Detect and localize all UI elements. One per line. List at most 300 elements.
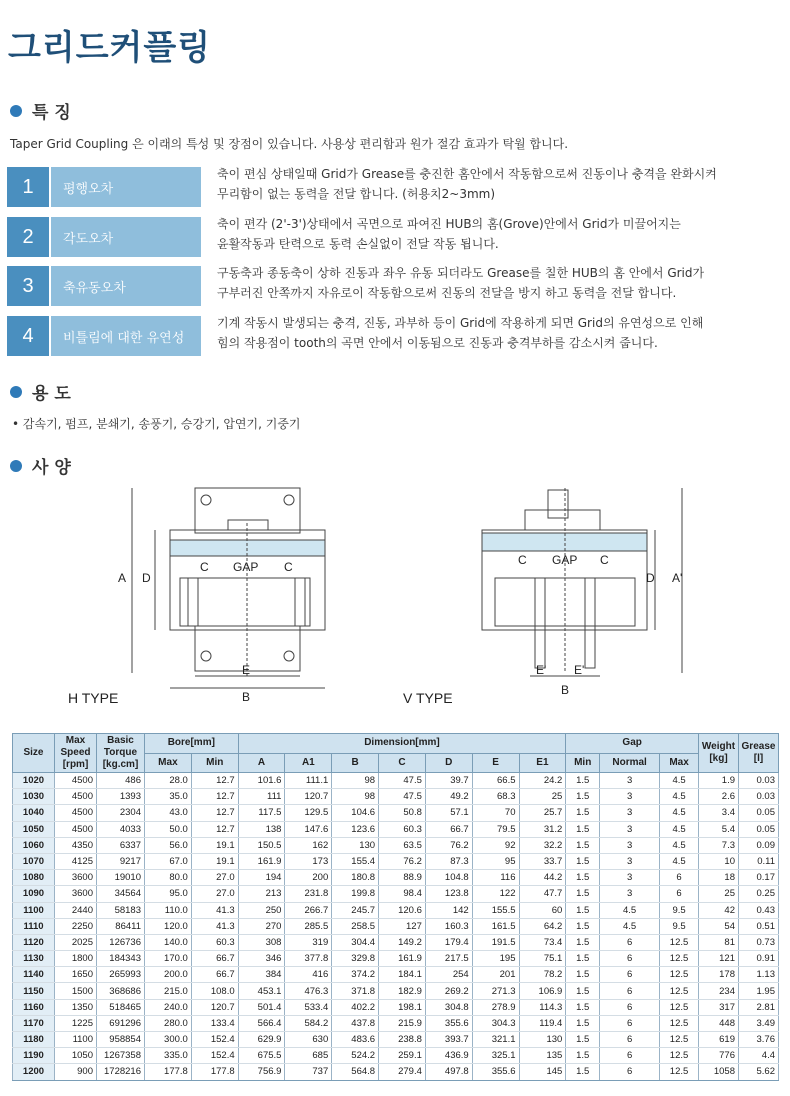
table-cell: 25 (519, 789, 566, 805)
table-cell: 1350 (55, 999, 97, 1015)
table-cell: 685 (285, 1048, 332, 1064)
table-cell: 155.4 (332, 853, 379, 869)
subheader-cell: B (332, 753, 379, 773)
feature-description-line: 구부러진 안쪽까지 자유로이 작동함으로써 진동의 전달을 방지 하고 동력을 전달 합니다. (217, 286, 677, 300)
table-cell: 4.5 (660, 805, 699, 821)
table-cell: 119.4 (519, 1015, 566, 1031)
table-cell: 308 (238, 934, 285, 950)
table-cell: 4500 (55, 773, 97, 789)
table-cell: 245.7 (332, 902, 379, 918)
table-cell: 0.11 (739, 853, 779, 869)
table-cell: 12.5 (660, 1032, 699, 1048)
table-cell: 60.3 (379, 821, 426, 837)
feature-item (7, 266, 787, 306)
table-row (13, 967, 779, 983)
subheader-cell: E (472, 753, 519, 773)
table-cell: 6 (600, 951, 660, 967)
table-cell: 1050 (55, 1048, 97, 1064)
dim-label-c: C (600, 553, 609, 567)
table-cell: 4.5 (660, 821, 699, 837)
dim-label-c: C (200, 560, 209, 574)
dim-label-b: B (242, 690, 251, 704)
spec-table (12, 733, 779, 1081)
table-cell: 1800 (55, 951, 97, 967)
v-type-label: V TYPE (403, 690, 453, 706)
table-cell: 60.3 (191, 934, 238, 950)
table-cell: 1.5 (566, 837, 600, 853)
page-title: 그리드커플링 (8, 28, 212, 68)
table-cell: 0.05 (739, 805, 779, 821)
feature-description-line: 힘의 작용점이 tooth의 곡면 안에서 이동됨으로 진동과 충격부하를 감소시켜 줍니다. (217, 336, 658, 350)
table-row (13, 902, 779, 918)
table-cell: 161.5 (472, 918, 519, 934)
table-row (13, 886, 779, 902)
table-cell: 270 (238, 918, 285, 934)
table-cell: 346 (238, 951, 285, 967)
table-cell: 476.3 (285, 983, 332, 999)
table-cell: 335.0 (145, 1048, 192, 1064)
table-cell: 79.5 (472, 821, 519, 837)
table-cell: 258.5 (332, 918, 379, 934)
table-cell: 265993 (97, 967, 145, 983)
feature-name: 평행오차 (51, 167, 201, 207)
table-cell: 2.81 (739, 999, 779, 1015)
table-cell: 2250 (55, 918, 97, 934)
header-bore: Bore[mm] (145, 734, 239, 754)
table-cell: 41.3 (191, 918, 238, 934)
table-cell: 68.3 (472, 789, 519, 805)
table-cell: 12.5 (660, 967, 699, 983)
table-cell: 106.9 (519, 983, 566, 999)
table-cell: 80.0 (145, 870, 192, 886)
table-cell: 6 (600, 934, 660, 950)
table-cell: 27.0 (191, 886, 238, 902)
size-cell: 1120 (13, 934, 55, 950)
subheader-cell: A1 (285, 753, 332, 773)
section-heading-usage (10, 379, 71, 404)
feature-description-line: 축이 편각 (2'-3')상태에서 곡면으로 파여진 HUB의 홈(Grove)안에서 Grid가 미끌어지는 (217, 217, 681, 231)
table-cell: 776 (699, 1048, 739, 1064)
table-cell: 135 (519, 1048, 566, 1064)
table-cell: 1.5 (566, 983, 600, 999)
table-cell: 19.1 (191, 853, 238, 869)
table-cell: 184343 (97, 951, 145, 967)
table-cell: 3600 (55, 886, 97, 902)
table-cell: 98 (332, 773, 379, 789)
table-cell: 1.5 (566, 870, 600, 886)
table-cell: 2.6 (699, 789, 739, 805)
table-cell: 325.1 (472, 1048, 519, 1064)
table-cell: 162 (285, 837, 332, 853)
table-cell: 3.49 (739, 1015, 779, 1031)
table-cell: 12.5 (660, 934, 699, 950)
table-cell: 98 (332, 789, 379, 805)
table-cell: 524.2 (332, 1048, 379, 1064)
table-cell: 217.5 (425, 951, 472, 967)
table-cell: 6 (600, 1015, 660, 1031)
table-cell: 49.2 (425, 789, 472, 805)
table-cell: 1.5 (566, 773, 600, 789)
table-cell: 0.03 (739, 789, 779, 805)
size-cell: 1170 (13, 1015, 55, 1031)
table-cell: 98.4 (379, 886, 426, 902)
table-cell: 4500 (55, 821, 97, 837)
subheader-cell: D (425, 753, 472, 773)
bullet-dot-icon (10, 105, 22, 117)
table-cell: 329.8 (332, 951, 379, 967)
table-cell: 1.5 (566, 1064, 600, 1080)
size-cell: 1160 (13, 999, 55, 1015)
table-cell: 180.8 (332, 870, 379, 886)
table-row (13, 983, 779, 999)
table-cell: 198.1 (379, 999, 426, 1015)
dim-label-c: C (518, 553, 527, 567)
table-cell: 161.9 (238, 853, 285, 869)
table-cell: 0.51 (739, 918, 779, 934)
table-cell: 12.5 (660, 951, 699, 967)
table-cell: 6 (600, 1032, 660, 1048)
table-cell: 254 (425, 967, 472, 983)
table-cell: 201 (472, 967, 519, 983)
table-cell: 0.09 (739, 837, 779, 853)
dim-label-c: C (284, 560, 293, 574)
table-cell: 1.5 (566, 853, 600, 869)
table-cell: 199.8 (332, 886, 379, 902)
table-cell: 18 (699, 870, 739, 886)
table-row (13, 1064, 779, 1080)
table-cell: 737 (285, 1064, 332, 1080)
table-cell: 0.05 (739, 821, 779, 837)
table-cell: 6 (600, 983, 660, 999)
section-heading-label: 사 양 (32, 458, 71, 478)
v-type-diagram (440, 478, 700, 708)
feature-number: 1 (7, 167, 49, 207)
size-cell: 1140 (13, 967, 55, 983)
table-row (13, 870, 779, 886)
table-cell: 182.9 (379, 983, 426, 999)
table-cell: 483.6 (332, 1032, 379, 1048)
section-heading-spec (10, 453, 71, 478)
table-cell: 0.03 (739, 773, 779, 789)
table-cell: 70 (472, 805, 519, 821)
table-cell: 564.8 (332, 1064, 379, 1080)
table-cell: 195 (472, 951, 519, 967)
table-cell: 12.5 (660, 1064, 699, 1080)
size-cell: 1190 (13, 1048, 55, 1064)
table-cell: 1.5 (566, 1015, 600, 1031)
table-cell: 4.5 (600, 918, 660, 934)
table-cell: 66.5 (472, 773, 519, 789)
feature-name: 비틀림에 대한 유연성 (51, 316, 201, 356)
feature-description (217, 164, 757, 204)
table-cell: 127 (379, 918, 426, 934)
table-cell: 140.0 (145, 934, 192, 950)
table-cell: 6 (600, 1064, 660, 1080)
header-size: Size (13, 734, 55, 773)
table-cell: 150.5 (238, 837, 285, 853)
table-cell: 43.0 (145, 805, 192, 821)
table-cell: 95 (472, 853, 519, 869)
table-cell: 269.2 (425, 983, 472, 999)
size-cell: 1200 (13, 1064, 55, 1080)
feature-description (217, 214, 757, 254)
table-cell: 271.3 (472, 983, 519, 999)
table-cell: 9.5 (660, 902, 699, 918)
table-cell: 285.5 (285, 918, 332, 934)
table-cell: 44.2 (519, 870, 566, 886)
feature-item (7, 217, 787, 257)
table-cell: 3 (600, 837, 660, 853)
size-cell: 1180 (13, 1032, 55, 1048)
table-cell: 4.5 (660, 773, 699, 789)
table-cell: 2304 (97, 805, 145, 821)
table-cell: 213 (238, 886, 285, 902)
table-cell: 300.0 (145, 1032, 192, 1048)
table-cell: 0.73 (739, 934, 779, 950)
table-cell: 501.4 (238, 999, 285, 1015)
table-cell: 1.9 (699, 773, 739, 789)
table-cell: 6 (600, 967, 660, 983)
table-cell: 67.0 (145, 853, 192, 869)
table-cell: 104.8 (425, 870, 472, 886)
table-row (13, 1032, 779, 1048)
table-cell: 12.7 (191, 789, 238, 805)
table-cell: 86411 (97, 918, 145, 934)
table-row (13, 773, 779, 789)
table-cell: 675.5 (238, 1048, 285, 1064)
dim-label-d: D (142, 571, 151, 585)
table-cell: 619 (699, 1032, 739, 1048)
table-cell: 304.3 (472, 1015, 519, 1031)
size-cell: 1100 (13, 902, 55, 918)
table-cell: 35.0 (145, 789, 192, 805)
table-cell: 1058 (699, 1064, 739, 1080)
table-cell: 173 (285, 853, 332, 869)
table-cell: 116 (472, 870, 519, 886)
table-cell: 416 (285, 967, 332, 983)
table-cell: 1728216 (97, 1064, 145, 1080)
table-cell: 19010 (97, 870, 145, 886)
table-cell: 28.0 (145, 773, 192, 789)
table-cell: 402.2 (332, 999, 379, 1015)
table-cell: 900 (55, 1064, 97, 1080)
table-row (13, 837, 779, 853)
feature-name: 각도오차 (51, 217, 201, 257)
size-cell: 1070 (13, 853, 55, 869)
subheader-cell: Normal (600, 753, 660, 773)
table-cell: 66.7 (425, 821, 472, 837)
table-cell: 120.0 (145, 918, 192, 934)
table-cell: 122 (472, 886, 519, 902)
table-cell: 518465 (97, 999, 145, 1015)
table-cell: 0.43 (739, 902, 779, 918)
table-cell: 41.3 (191, 902, 238, 918)
table-cell: 34564 (97, 886, 145, 902)
dim-label-gap: GAP (552, 553, 578, 567)
dim-label-e: E (242, 663, 251, 677)
table-cell: 533.4 (285, 999, 332, 1015)
table-cell: 58183 (97, 902, 145, 918)
size-cell: 1110 (13, 918, 55, 934)
table-cell: 2025 (55, 934, 97, 950)
table-cell: 3 (600, 886, 660, 902)
table-cell: 1100 (55, 1032, 97, 1048)
subheader-cell: Min (566, 753, 600, 773)
table-cell: 1.5 (566, 902, 600, 918)
size-cell: 1150 (13, 983, 55, 999)
table-cell: 27.0 (191, 870, 238, 886)
subheader-cell: Max (660, 753, 699, 773)
table-cell: 4033 (97, 821, 145, 837)
dim-label-d: D (646, 571, 655, 585)
table-cell: 4.4 (739, 1048, 779, 1064)
table-cell: 486 (97, 773, 145, 789)
subheader-cell: C (379, 753, 426, 773)
table-row (13, 789, 779, 805)
subheader-cell: E1 (519, 753, 566, 773)
table-row (13, 999, 779, 1015)
feature-description-line: 구동축과 종동축이 상하 진동과 좌우 유동 되더라도 Grease를 칠한 HUB의 홈 안에서 Grid가 (217, 266, 705, 280)
feature-description-line: 기계 작동시 발생되는 충격, 진동, 과부하 등이 Grid에 작용하게 되면 Grid의 유연성으로 인해 (217, 316, 704, 330)
table-cell: 1.5 (566, 918, 600, 934)
table-cell: 630 (285, 1032, 332, 1048)
table-cell: 25.7 (519, 805, 566, 821)
table-cell: 95.0 (145, 886, 192, 902)
size-cell: 1040 (13, 805, 55, 821)
table-cell: 24.2 (519, 773, 566, 789)
size-cell: 1130 (13, 951, 55, 967)
table-cell: 0.17 (739, 870, 779, 886)
table-row (13, 1015, 779, 1031)
table-cell: 101.6 (238, 773, 285, 789)
section-heading-features (10, 98, 71, 123)
table-cell: 238.8 (379, 1032, 426, 1048)
table-cell: 4500 (55, 805, 97, 821)
table-cell: 355.6 (472, 1064, 519, 1080)
dim-label-a1: A' (672, 571, 683, 585)
table-cell: 1225 (55, 1015, 97, 1031)
table-cell: 240.0 (145, 999, 192, 1015)
table-cell: 110.0 (145, 902, 192, 918)
intro-text: Taper Grid Coupling 은 이래의 특성 및 장점이 있습니다. 사용상 편리함과 원가 절감 효과가 탁월 합니다. (10, 137, 569, 151)
table-row (13, 853, 779, 869)
table-cell: 279.4 (379, 1064, 426, 1080)
table-cell: 121 (699, 951, 739, 967)
table-cell: 152.4 (191, 1032, 238, 1048)
table-row (13, 951, 779, 967)
section-heading-label: 용 도 (32, 384, 71, 404)
table-cell: 374.2 (332, 967, 379, 983)
table-cell: 384 (238, 967, 285, 983)
table-cell: 3 (600, 805, 660, 821)
table-cell: 1.5 (566, 821, 600, 837)
table-cell: 4.5 (660, 789, 699, 805)
table-cell: 4125 (55, 853, 97, 869)
table-cell: 120.7 (191, 999, 238, 1015)
section-heading-label: 특 징 (32, 103, 71, 123)
table-cell: 1.5 (566, 967, 600, 983)
table-cell: 200 (285, 870, 332, 886)
dim-label-b: B (561, 683, 570, 697)
table-cell: 304.8 (425, 999, 472, 1015)
table-cell: 1.5 (566, 1048, 600, 1064)
table-cell: 73.4 (519, 934, 566, 950)
table-cell: 1.5 (566, 999, 600, 1015)
table-cell: 0.25 (739, 886, 779, 902)
table-cell: 12.7 (191, 821, 238, 837)
table-cell: 4.5 (660, 853, 699, 869)
table-cell: 147.6 (285, 821, 332, 837)
header-dimension: Dimension[mm] (238, 734, 566, 754)
table-cell: 170.0 (145, 951, 192, 967)
table-cell: 50.0 (145, 821, 192, 837)
table-cell: 39.7 (425, 773, 472, 789)
table-cell: 177.8 (145, 1064, 192, 1080)
table-cell: 1.13 (739, 967, 779, 983)
table-cell: 497.8 (425, 1064, 472, 1080)
table-cell: 138 (238, 821, 285, 837)
table-cell: 6 (660, 886, 699, 902)
table-cell: 126736 (97, 934, 145, 950)
table-row (13, 1048, 779, 1064)
table-cell: 6 (660, 870, 699, 886)
table-cell: 184.1 (379, 967, 426, 983)
table-row (13, 821, 779, 837)
table-cell: 250 (238, 902, 285, 918)
table-cell: 78.2 (519, 967, 566, 983)
size-cell: 1080 (13, 870, 55, 886)
table-cell: 3 (600, 870, 660, 886)
table-cell: 0.91 (739, 951, 779, 967)
table-cell: 25 (699, 886, 739, 902)
table-cell: 66.7 (191, 951, 238, 967)
table-cell: 1650 (55, 967, 97, 983)
table-cell: 584.2 (285, 1015, 332, 1031)
table-cell: 9217 (97, 853, 145, 869)
table-cell: 1.95 (739, 983, 779, 999)
table-cell: 9.5 (660, 918, 699, 934)
table-cell: 12.7 (191, 773, 238, 789)
table-cell: 152.4 (191, 1048, 238, 1064)
table-cell: 81 (699, 934, 739, 950)
header-gap: Gap (566, 734, 699, 754)
feature-item (7, 316, 787, 356)
bullet-dot-icon (10, 386, 22, 398)
table-cell: 12.5 (660, 983, 699, 999)
table-cell: 231.8 (285, 886, 332, 902)
table-row (13, 934, 779, 950)
table-cell: 160.3 (425, 918, 472, 934)
table-cell: 111.1 (285, 773, 332, 789)
table-cell: 194 (238, 870, 285, 886)
table-cell: 108.0 (191, 983, 238, 999)
table-cell: 114.3 (519, 999, 566, 1015)
table-cell: 12.5 (660, 999, 699, 1015)
dim-label-e1: E' (536, 663, 547, 677)
table-cell: 32.2 (519, 837, 566, 853)
table-cell: 42 (699, 902, 739, 918)
table-cell: 1.5 (566, 934, 600, 950)
table-cell: 6 (600, 1048, 660, 1064)
header-torque: Basic Torque [kg.cm] (97, 734, 145, 773)
cover-top (195, 488, 300, 533)
table-row (13, 805, 779, 821)
table-cell: 317 (699, 999, 739, 1015)
table-cell: 1267358 (97, 1048, 145, 1064)
table-cell: 76.2 (379, 853, 426, 869)
table-cell: 19.1 (191, 837, 238, 853)
feature-item (7, 167, 787, 207)
